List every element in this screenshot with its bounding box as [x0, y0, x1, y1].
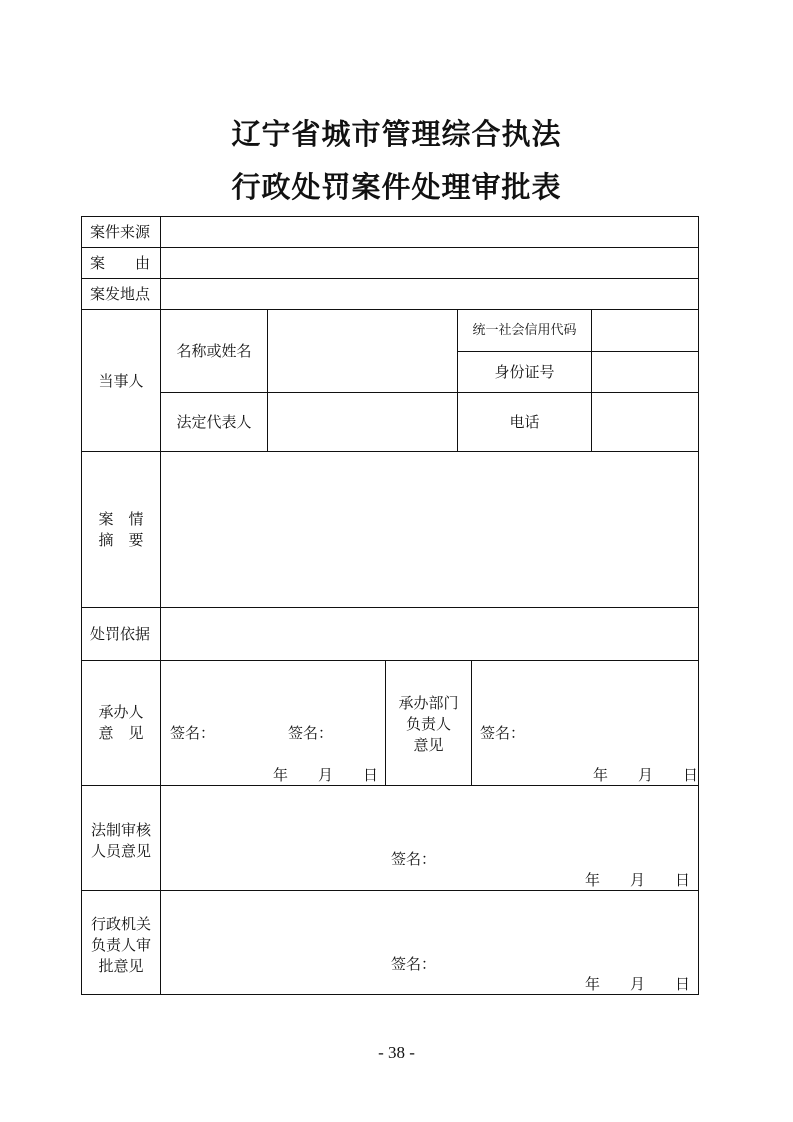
row-divider: [82, 247, 698, 248]
case-source-label: 案件来源: [90, 223, 151, 241]
row-divider: [82, 451, 698, 452]
dept-opinion-label-line2: 负责人: [405, 715, 451, 733]
form-title-line2: 行政处罚案件处理审批表: [231, 170, 562, 204]
handler-opinion-label-line2: 意 见: [98, 724, 144, 742]
agency-approval-label-line1: 行政机关: [90, 915, 151, 933]
handler-sign-label-2: 签名：: [288, 724, 334, 742]
phone-label: 电话: [509, 413, 540, 431]
agency-approval-label-line2: 负责人审: [90, 936, 151, 954]
page-number: - 38 -: [378, 1043, 415, 1062]
case-location-label: 案发地点: [90, 285, 151, 303]
penalty-basis-label: 处罚依据: [90, 625, 151, 643]
agency-approval-sign-label: 签名：: [391, 955, 437, 973]
col-divider: [267, 309, 268, 451]
approval-form-table: [81, 216, 699, 995]
handler-sign-label-1: 签名：: [170, 724, 216, 742]
row-divider: [161, 392, 698, 393]
row-divider: [82, 890, 698, 891]
col-divider: [591, 309, 592, 451]
dept-opinion-label-line3: 意见: [413, 736, 444, 754]
row-divider: [82, 785, 698, 786]
row-divider: [82, 607, 698, 608]
col-divider: [160, 217, 161, 994]
dept-date: 年 月 日: [593, 766, 699, 784]
handler-date: 年 月 日: [273, 766, 379, 784]
party-label: 当事人: [98, 372, 144, 390]
legal-review-label-line1: 法制审核: [90, 821, 151, 839]
agency-approval-label-line3: 批意见: [98, 957, 144, 975]
credit-code-label: 统一社会信用代码: [472, 323, 577, 338]
col-divider: [471, 660, 472, 785]
agency-approval-date: 年 月 日: [585, 975, 691, 993]
legal-rep-label: 法定代表人: [176, 413, 252, 431]
form-title-line1: 辽宁省城市管理综合执法: [231, 117, 562, 151]
handler-opinion-label-line1: 承办人: [98, 703, 144, 721]
row-divider: [82, 660, 698, 661]
dept-sign-label: 签名：: [480, 724, 526, 742]
case-reason-label: 案 由: [90, 254, 151, 272]
id-number-label: 身份证号: [494, 363, 555, 381]
row-divider: [82, 309, 698, 310]
summary-label-line1: 案 情: [98, 510, 144, 528]
legal-review-label-line2: 人员意见: [90, 842, 151, 860]
summary-label-line2: 摘 要: [98, 531, 144, 549]
legal-review-date: 年 月 日: [585, 871, 691, 889]
name-label: 名称或姓名: [176, 342, 252, 360]
row-divider: [458, 351, 698, 352]
legal-review-sign-label: 签名：: [391, 850, 437, 868]
dept-opinion-label-line1: 承办部门: [398, 694, 459, 712]
row-divider: [82, 278, 698, 279]
